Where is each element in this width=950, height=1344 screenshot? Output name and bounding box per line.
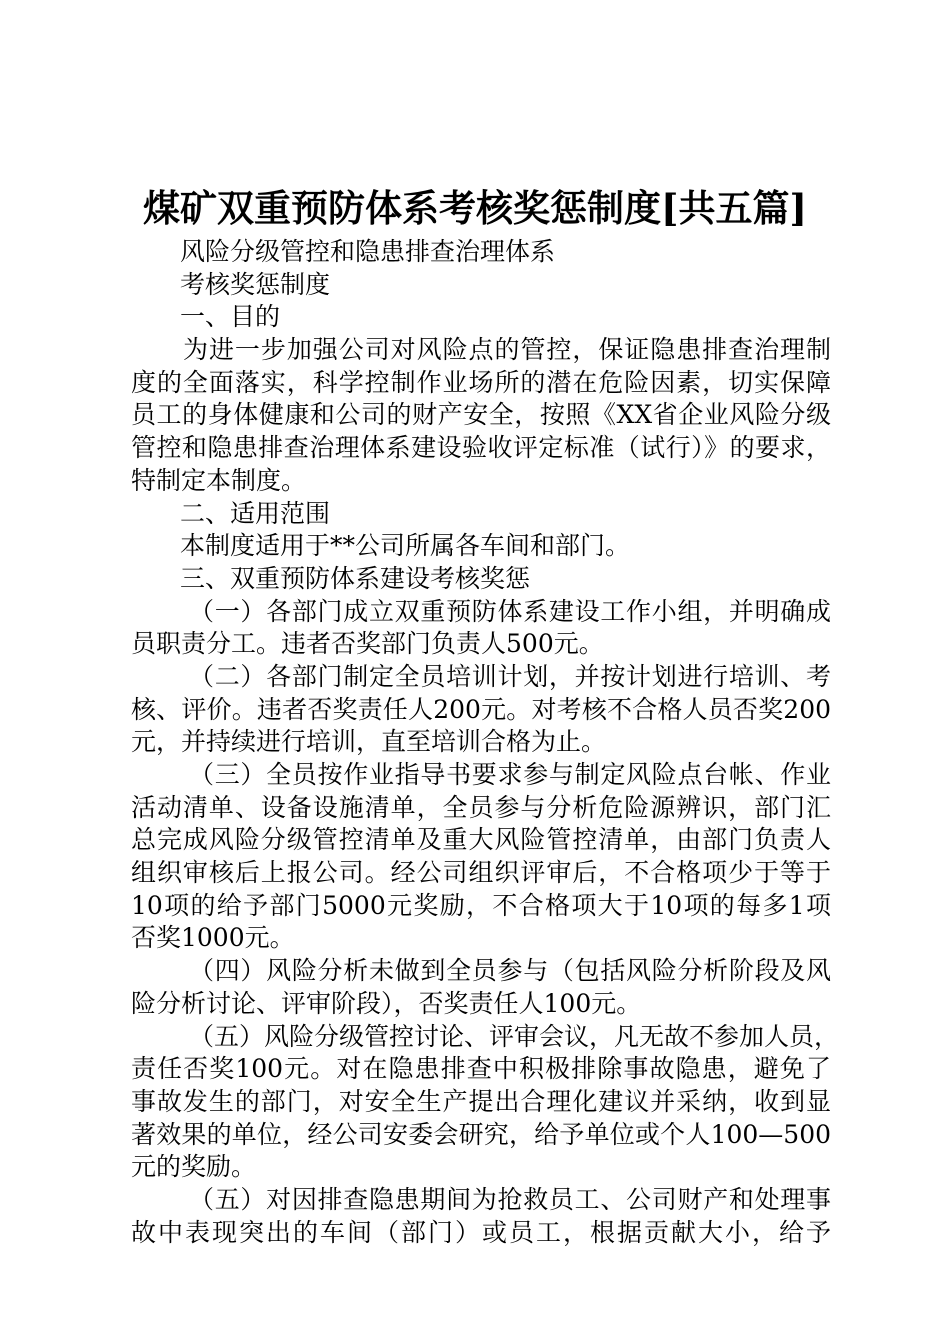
clause-line: （五）对因排查隐患期间为抢救员工、公司财产和处理事 — [189, 1184, 831, 1214]
subtitle-line-1: 风险分级管控和隐患排查治理体系 — [180, 237, 556, 266]
clause-line: 总完成风险分级管控清单及重大风险管控清单，由部门负责人 — [131, 825, 831, 855]
paragraph-line: 特制定本制度。 — [131, 465, 307, 495]
clause-line: 10项的给予部门5000元奖励，不合格项大于10项的每多1项 — [131, 890, 831, 920]
section-heading-assessment: 三、双重预防体系建设考核奖惩 — [180, 563, 531, 593]
document-title: 煤矿双重预防体系考核奖惩制度[共五篇] — [142, 186, 807, 230]
clause-line: 故中表现突出的车间（部门）或员工，根据贡献大小，给予 — [131, 1217, 831, 1247]
clause-line: （四）风险分析未做到全员参与（包括风险分析阶段及风 — [189, 956, 831, 986]
document-body — [131, 236, 840, 1249]
clause-line: 否奖1000元。 — [131, 923, 295, 953]
clause-line: 核、评价。违者否奖责任人200元。对考核不合格人员否奖200 — [131, 694, 831, 724]
section-heading-scope: 二、适用范围 — [180, 498, 331, 528]
paragraph-line: 度的全面落实，科学控制作业场所的潜在危险因素，切实保障 — [131, 367, 831, 397]
clause-line: 元的奖励。 — [131, 1152, 257, 1182]
clause-line: 元，并持续进行培训，直至培训合格为止。 — [131, 727, 607, 757]
clause-line: （三）全员按作业指导书要求参与制定风险点台帐、作业 — [189, 760, 831, 789]
subtitle-line-2: 考核奖惩制度 — [180, 269, 331, 299]
clause-line: （一）各部门成立双重预防体系建设工作小组，并明确成 — [189, 596, 831, 626]
clause-line: 险分析讨论、评审阶段），否奖责任人100元。 — [131, 988, 642, 1018]
clause-line: 著效果的单位，经公司安委会研究，给予单位或个人100—500 — [131, 1119, 831, 1149]
paragraph-line: 员工的身体健康和公司的财产安全，按照《XX省企业风险分级 — [131, 400, 831, 430]
clause-line: （二）各部门制定全员培训计划，并按计划进行培训、考 — [189, 661, 831, 691]
clause-line: 员职责分工。违者否奖部门负责人500元。 — [131, 629, 604, 659]
clause-line: 事故发生的部门，对安全生产提出合理化建议并采纳，收到显 — [131, 1086, 831, 1116]
clause-line: （五）风险分级管控讨论、评审会议，凡无故不参加人员， — [189, 1021, 840, 1051]
clause-line: 活动清单、设备设施清单，全员参与分析危险源辨识，部门汇 — [131, 792, 831, 822]
paragraph-line: 管控和隐患排查治理体系建设验收评定标准（试行）》的要求， — [131, 433, 831, 463]
clause-line: 组织审核后上报公司。经公司组织评审后，不合格项少于等于 — [131, 858, 831, 888]
clause-line: 责任否奖100元。对在隐患排查中积极排除事故隐患，避免了 — [131, 1054, 831, 1084]
paragraph-line: 为进一步加强公司对风险点的管控，保证隐患排查治理制 — [183, 335, 831, 365]
paragraph-line: 本制度适用于**公司所属各车间和部门。 — [180, 531, 631, 561]
section-heading-purpose: 一、目的 — [180, 302, 281, 332]
